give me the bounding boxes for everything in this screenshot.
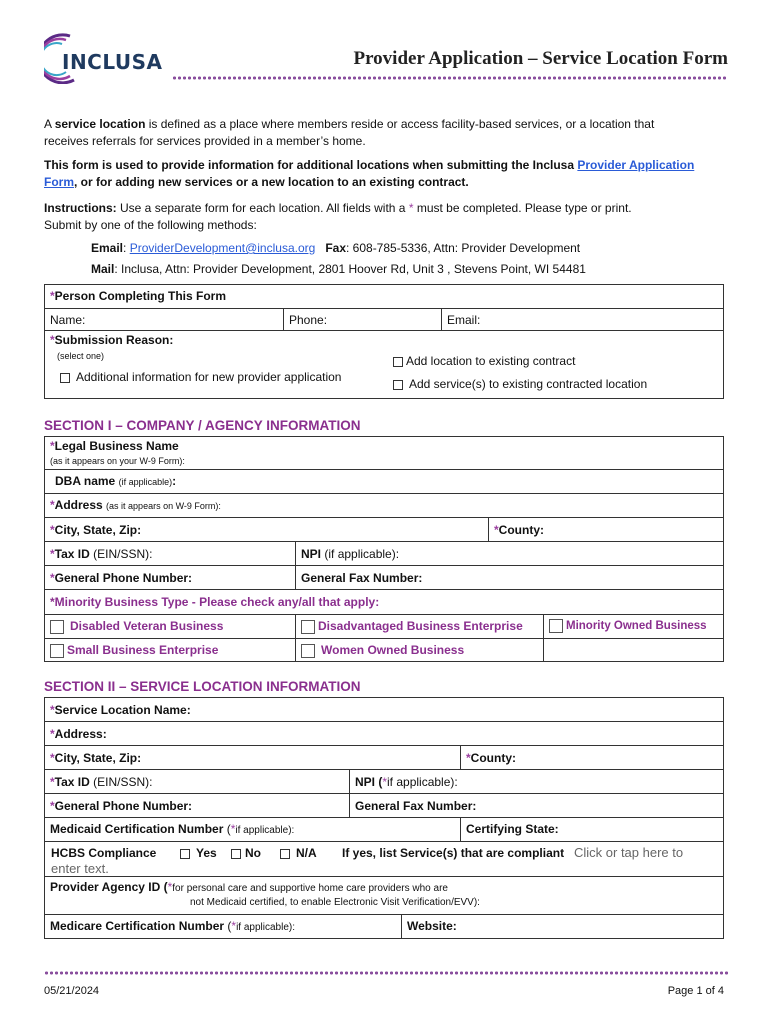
checkbox-icon[interactable] bbox=[180, 849, 190, 859]
checkbox-icon[interactable] bbox=[301, 644, 315, 658]
npi-field[interactable]: NPI (if applicable): bbox=[295, 541, 724, 566]
checkbox-icon[interactable] bbox=[50, 644, 64, 658]
checkbox-icon[interactable] bbox=[301, 620, 315, 634]
checkbox-icon[interactable] bbox=[231, 849, 241, 859]
opt-women[interactable]: Women Owned Business bbox=[295, 638, 544, 662]
section-2-title: SECTION II – SERVICE LOCATION INFORMATION bbox=[44, 679, 361, 694]
logo-text: INCLUSA bbox=[62, 50, 163, 74]
person-name-field[interactable]: Name: bbox=[44, 308, 284, 331]
checkbox-icon[interactable] bbox=[280, 849, 290, 859]
person-phone-field[interactable]: Phone: bbox=[283, 308, 442, 331]
location-phone-field[interactable]: *General Phone Number: bbox=[44, 793, 350, 818]
checkbox-icon[interactable] bbox=[393, 357, 403, 367]
county-field[interactable]: *County: bbox=[488, 517, 724, 542]
submission-reason-label: *Submission Reason: bbox=[50, 333, 174, 347]
location-address-field[interactable]: *Address: bbox=[44, 721, 724, 746]
medicare-field[interactable]: Medicare Certification Number (*if applicable): bbox=[44, 914, 402, 939]
option-add-service[interactable]: Add service(s) to existing contracted location bbox=[393, 376, 647, 393]
phone-field[interactable]: *General Phone Number: bbox=[44, 565, 296, 590]
checkbox-icon[interactable] bbox=[60, 373, 70, 383]
option-add-location[interactable]: Add location to existing contract bbox=[393, 353, 575, 370]
opt-minority[interactable]: Minority Owned Business bbox=[543, 614, 724, 639]
purpose-paragraph: This form is used to provide information for additional locations when submitting the Inclusa Provider Application Form, or for adding new services or a new location to an existing contract. bbox=[44, 158, 695, 189]
provider-application-link[interactable]: Provider Application bbox=[577, 158, 695, 172]
option-additional-info[interactable]: Additional information for new provider application bbox=[60, 369, 341, 386]
location-city-field[interactable]: *City, State, Zip: bbox=[44, 745, 461, 770]
mail-line: Mail: Inclusa, Attn: Provider Development, 2801 Hoover Rd, Unit 3 , Stevens Point, WI 54481 bbox=[91, 262, 586, 276]
provider-agency-id-field[interactable]: Provider Agency ID (*for personal care and supportive home care providers who are not Medicaid certified, to enable Electronic Visit Verification/EVV): bbox=[44, 876, 724, 915]
footer-page-number: Page 1 of 4 bbox=[667, 985, 724, 997]
hcbs-label: HCBS Compliance bbox=[51, 846, 157, 860]
address-field[interactable]: *Address (as it appears on W-9 Form): bbox=[44, 493, 724, 518]
person-header: *Person Completing This Form bbox=[44, 284, 724, 309]
hcbs-yes[interactable]: Yes bbox=[180, 845, 217, 862]
header-divider bbox=[172, 76, 728, 80]
tax-id-field[interactable]: *Tax ID (EIN/SSN): bbox=[44, 541, 296, 566]
provider-application-link-form[interactable]: Form bbox=[44, 175, 74, 189]
select-one-note: (select one) bbox=[57, 351, 105, 361]
certifying-state-field[interactable]: Certifying State: bbox=[460, 817, 724, 842]
hcbs-na[interactable]: N/A bbox=[280, 845, 317, 862]
opt-small[interactable]: Small Business Enterprise bbox=[44, 638, 296, 662]
checkbox-icon[interactable] bbox=[549, 619, 563, 633]
service-location-name-field[interactable]: *Service Location Name: bbox=[44, 697, 724, 722]
empty-cell bbox=[543, 638, 724, 662]
hcbs-services-input-cont[interactable]: enter text. bbox=[51, 861, 109, 876]
medicaid-field[interactable]: Medicaid Certification Number (*if applicable): bbox=[44, 817, 461, 842]
hcbs-if-yes-label: If yes, list Service(s) that are compliant bbox=[342, 846, 565, 860]
location-npi-field[interactable]: NPI (*if applicable): bbox=[349, 769, 724, 794]
hcbs-no[interactable]: No bbox=[231, 845, 261, 862]
checkbox-icon[interactable] bbox=[393, 380, 403, 390]
legal-business-name-field[interactable]: *Legal Business Name (as it appears on your W-9 Form): bbox=[44, 436, 724, 470]
opt-veteran[interactable]: Disabled Veteran Business bbox=[44, 614, 296, 639]
instructions-paragraph: Instructions: Use a separate form for each location. All fields with a * must be completed. Please type or print. Submit by one of the following methods: bbox=[44, 201, 632, 232]
person-email-field[interactable]: Email: bbox=[441, 308, 724, 331]
fax-field[interactable]: General Fax Number: bbox=[295, 565, 724, 590]
checkbox-icon[interactable] bbox=[50, 620, 64, 634]
page-title: Provider Application – Service Location Form bbox=[353, 48, 728, 69]
location-tax-id-field[interactable]: *Tax ID (EIN/SSN): bbox=[44, 769, 350, 794]
location-fax-field[interactable]: General Fax Number: bbox=[349, 793, 724, 818]
email-line: Email: ProviderDevelopment@inclusa.org Fax: 608-785-5336, Attn: Provider Development bbox=[91, 241, 581, 255]
footer-date: 05/21/2024 bbox=[44, 985, 100, 997]
footer-divider bbox=[44, 971, 728, 975]
section-1-title: SECTION I – COMPANY / AGENCY INFORMATION bbox=[44, 418, 361, 433]
definition-paragraph: A service location is defined as a place where members reside or access facility-based services, or a location that receives referrals for services provided in a member’s home. bbox=[44, 117, 655, 148]
minority-header: *Minority Business Type - Please check any/all that apply: bbox=[44, 589, 724, 615]
dba-name-field[interactable]: DBA name (if applicable): bbox=[44, 469, 724, 494]
location-county-field[interactable]: *County: bbox=[460, 745, 724, 770]
city-state-zip-field[interactable]: *City, State, Zip: bbox=[44, 517, 489, 542]
email-link[interactable]: ProviderDevelopment@inclusa.org bbox=[129, 241, 316, 255]
website-field[interactable]: Website: bbox=[401, 914, 724, 939]
hcbs-services-input[interactable]: Click or tap here to bbox=[574, 845, 684, 860]
opt-disadvantaged[interactable]: Disadvantaged Business Enterprise bbox=[295, 614, 544, 639]
